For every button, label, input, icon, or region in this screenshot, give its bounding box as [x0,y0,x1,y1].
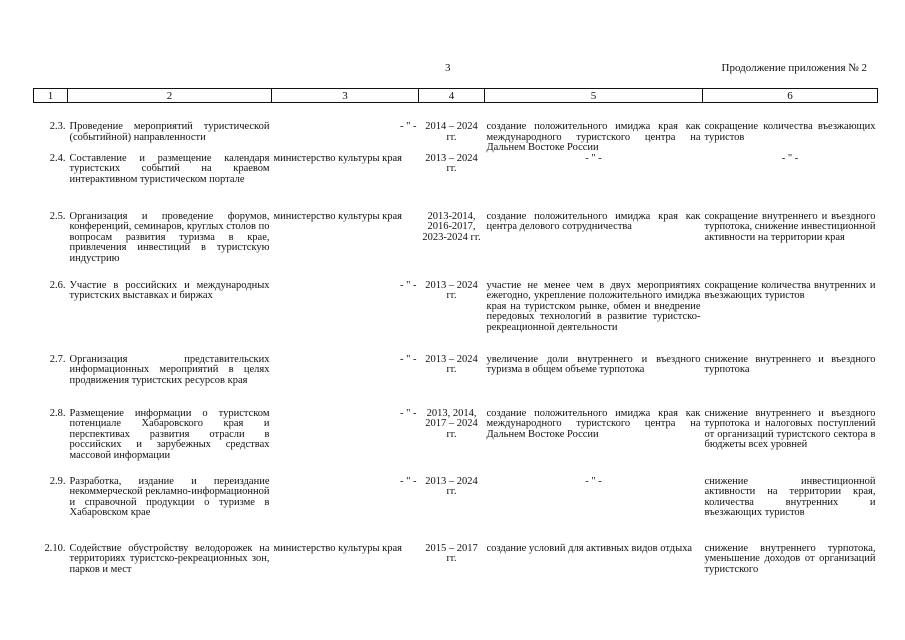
table-row [34,355,878,409]
table-row [34,154,878,212]
table-row [34,212,878,281]
row-period: 2014 – 2024 гг. [425,121,478,143]
row-number: 2.5. [49,210,66,222]
table-row [34,409,878,477]
row-result: участие не менее чем в двух мероприятиях ежегодно, укрепление положительного имиджа края на туристском рынке, обмен и внедрение передовых технологий в развитие туристско-рекреационной деятельности [486,279,701,333]
row-number: 2.4. [49,152,66,164]
table-row [34,103,878,154]
row-executor: - " - [399,353,417,365]
row-period: 2013 – 2024 гг. [425,279,478,301]
row-consequence: снижение внутреннего турпотока, уменьшение доходов от организаций туристского [704,542,876,575]
header-col-3: 3 [272,89,419,103]
header-col-5: 5 [485,89,703,103]
row-consequence: сокращение количества въезжающих туристов [704,121,876,143]
row-event: Содействие обустройству велодорожек на территориях туристско-рекреационных зон, парков и мест [69,542,270,575]
header-col-2: 2 [68,89,272,103]
row-consequence: сокращение количества внутренних и въезжающих туристов [704,279,876,301]
row-consequence: сокращение внутреннего и въездного турпотока, снижение инвестиционной активности на территории края [704,210,876,243]
row-result: создание положительного имиджа края как международного туристского центра на Дальнем Востоке России [486,407,701,440]
row-period: 2013 – 2024 гг. [425,353,478,375]
row-number: 2.7. [49,353,66,365]
row-consequence: снижение внутреннего и въездного турпотока и налоговых поступлений от организаций туристского сектора в бюджеты всех уровней [704,407,876,450]
row-result: создание положительного имиджа края как международного туристского центра на Дальнем Востоке России [486,121,701,153]
row-executor: - " - [399,121,417,132]
table-row [34,544,878,584]
row-period: 2015 – 2017 гг. [425,542,478,564]
row-number: 2.8. [49,407,66,419]
header-col-1: 1 [34,89,68,103]
table-row [34,477,878,544]
row-executor: министерство культуры края [273,542,403,554]
row-result: - " - [585,475,602,487]
row-event: Размещение информации о туристском потенциале Хабаровского края и перспективах развития отрасли в российских и зарубежных средствах массовой информации [69,407,270,461]
row-number: 2.10. [44,542,66,554]
row-executor: - " - [399,475,417,487]
row-result: создание условий для активных видов отдыха [486,542,692,554]
row-event: Разработка, издание и переиздание некоммерческой рекламно-информационной и справочной продукции о туризме в Хабаровском крае [69,475,270,518]
continuation-label: Продолжение приложения № 2 [721,62,867,74]
row-consequence: снижение инвестиционной активности на территории края, количества внутренних и въезжающих туристов [704,475,876,518]
row-event: Организация и проведение форумов, конференций, семинаров, круглых столов по вопросам развития туризма в крае, привлечения инвестиций в туристскую индустрию [69,210,270,264]
table-row [34,281,878,355]
row-number: 2.3. [49,121,66,132]
row-period: 2013-2014, 2016-2017, 2023-2024 гг. [422,210,481,243]
row-event: Составление и размещение календаря туристских событий на краевом интерактивном туристическом портале [69,152,270,185]
row-event: Организация представительских информационных мероприятий в целях продвижения туристских ресурсов края [69,353,270,386]
row-executor: министерство культуры края [273,210,403,222]
row-consequence: - " - [781,152,799,164]
row-result: - " - [585,152,602,164]
row-event: Участие в российских и международных туристских выставках и биржах [69,279,270,301]
row-consequence: снижение внутреннего и въездного турпотока [704,353,876,375]
header-col-4: 4 [419,89,485,103]
header-row [34,89,878,103]
row-number: 2.9. [49,475,66,487]
row-period: 2013, 2014, 2017 – 2024 гг. [425,407,478,440]
measures-table [33,88,878,584]
row-executor: - " - [399,407,417,419]
row-result: увеличение доли внутреннего и въездного туризма в общем объеме турпотока [486,353,701,375]
page-number: 3 [445,62,451,74]
row-period: 2013 – 2024 гг. [425,475,478,497]
header-col-6: 6 [703,89,878,103]
row-event: Проведение мероприятий туристической (событийной) направленности [69,121,270,143]
row-result: создание положительного имиджа края как центра делового сотрудничества [486,210,701,232]
row-executor: - " - [399,279,417,291]
row-number: 2.6. [49,279,66,291]
row-period: 2013 – 2024 гг. [425,152,478,174]
row-executor: министерство культуры края [273,152,403,164]
